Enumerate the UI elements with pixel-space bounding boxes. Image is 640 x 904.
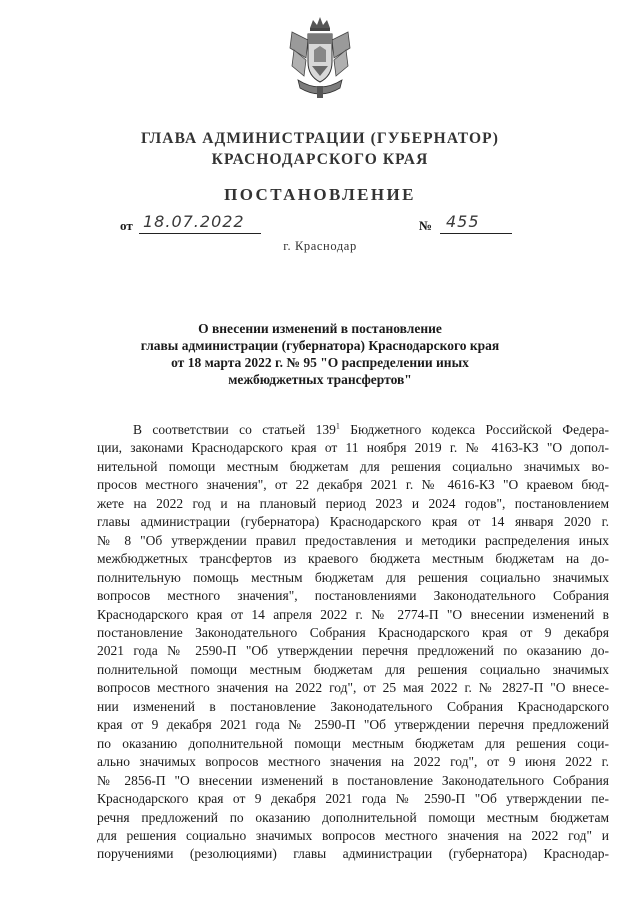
body-text: Бюджетного кодекса Российской Федера- <box>339 422 609 437</box>
body-line: нии изменений в постановление Законодательного Собрания Краснодарского <box>97 698 609 714</box>
body-line: ально значимых вопросов местного значения на 2022 год", от 9 июня 2022 г. <box>97 754 609 770</box>
body-line <box>133 421 609 439</box>
body-line: нительной помощи местным бюджетам для решения социально значимых во- <box>97 458 609 474</box>
number-prefix: № <box>419 218 433 233</box>
coat-of-arms-icon <box>286 14 354 102</box>
city: г. Краснодар <box>283 239 357 253</box>
subject-line: от 18 марта 2022 г. № 95 "О распределении иных <box>171 355 469 370</box>
document-body <box>97 421 609 864</box>
subject-line: О внесении изменений в постановление <box>198 321 442 336</box>
issuing-authority <box>0 128 640 170</box>
body-line: полнительную помощь местным бюджетам для решения социально значимых <box>97 569 609 585</box>
body-line: вопросов местного значения на 2022 год", от 25 мая 2022 г. № 2827-П "О внесе- <box>97 680 609 696</box>
body-line: речня предложений по оказанию дополнительной помощи местным бюджетам <box>97 809 609 825</box>
body-text: В соответствии со статьей 139 <box>133 422 336 437</box>
date-number-line <box>0 212 640 238</box>
date-prefix: от <box>120 218 133 233</box>
authority-line-2: КРАСНОДАРСКОГО КРАЯ <box>211 151 429 168</box>
body-line: главы администрации (губернатора) Краснодарского края от 14 января 2020 г. <box>97 514 609 530</box>
body-line: края от 9 декабря 2021 года № 2590-П "Об утверждении перечня предложений <box>97 717 609 733</box>
body-line: вопросов местного значения", постановлениями Законодательного Собрания <box>97 588 609 604</box>
body-line: для решения социально значимых вопросов местного значения на 2022 год" и <box>97 827 609 843</box>
body-line: по оказанию дополнительной помощи местным бюджетам для решения соци- <box>97 735 609 751</box>
body-line: Краснодарского края от 9 декабря 2021 года № 2590-П "Об утверждении пе- <box>97 791 609 807</box>
body-line: № 2856-П "О внесении изменений в постановление Законодательного Собрания <box>97 772 609 788</box>
body-line: Краснодарского края от 14 апреля 2022 г. № 2774-П "О внесении изменений в <box>97 606 609 622</box>
document-type: ПОСТАНОВЛЕНИЕ <box>224 185 416 204</box>
body-line: межбюджетных трансфертов из краевого бюджета местным бюджетам на до- <box>97 551 609 567</box>
date-value: 18.07.2022 <box>139 212 261 234</box>
body-line: жете на 2022 год и на плановый период 2023 и 2024 годов", постановлением <box>97 495 609 511</box>
body-line: 2021 года № 2590-П "Об утверждении перечня предложений по оказанию до- <box>97 643 609 659</box>
body-line: № 8 "Об утверждении правил предоставления и методики распределения иных <box>97 532 609 548</box>
body-line: просов местного значения", от 22 декабря 2021 г. № 4616-КЗ "О краевом бюд- <box>97 477 609 493</box>
subject-line: главы администрации (губернатора) Краснодарского края <box>140 338 500 353</box>
document-subject <box>100 320 540 388</box>
authority-line-1: ГЛАВА АДМИНИСТРАЦИИ (ГУБЕРНАТОР) <box>141 130 499 147</box>
body-line: постановление Законодательного Собрания Краснодарского края от 9 декабря <box>97 624 609 640</box>
superscript: 1 <box>335 421 340 431</box>
body-line: полнительной помощи местным бюджетам для решения социально значимых <box>97 661 609 677</box>
subject-line: межбюджетных трансфертов" <box>228 372 412 387</box>
body-line: поручениями (резолюциями) главы администрации (губернатора) Краснодар- <box>97 846 609 862</box>
body-line: ции, законами Краснодарского края от 11 ноября 2019 г. № 4163-КЗ "О допол- <box>97 440 609 456</box>
number-value: 455 <box>440 212 512 234</box>
